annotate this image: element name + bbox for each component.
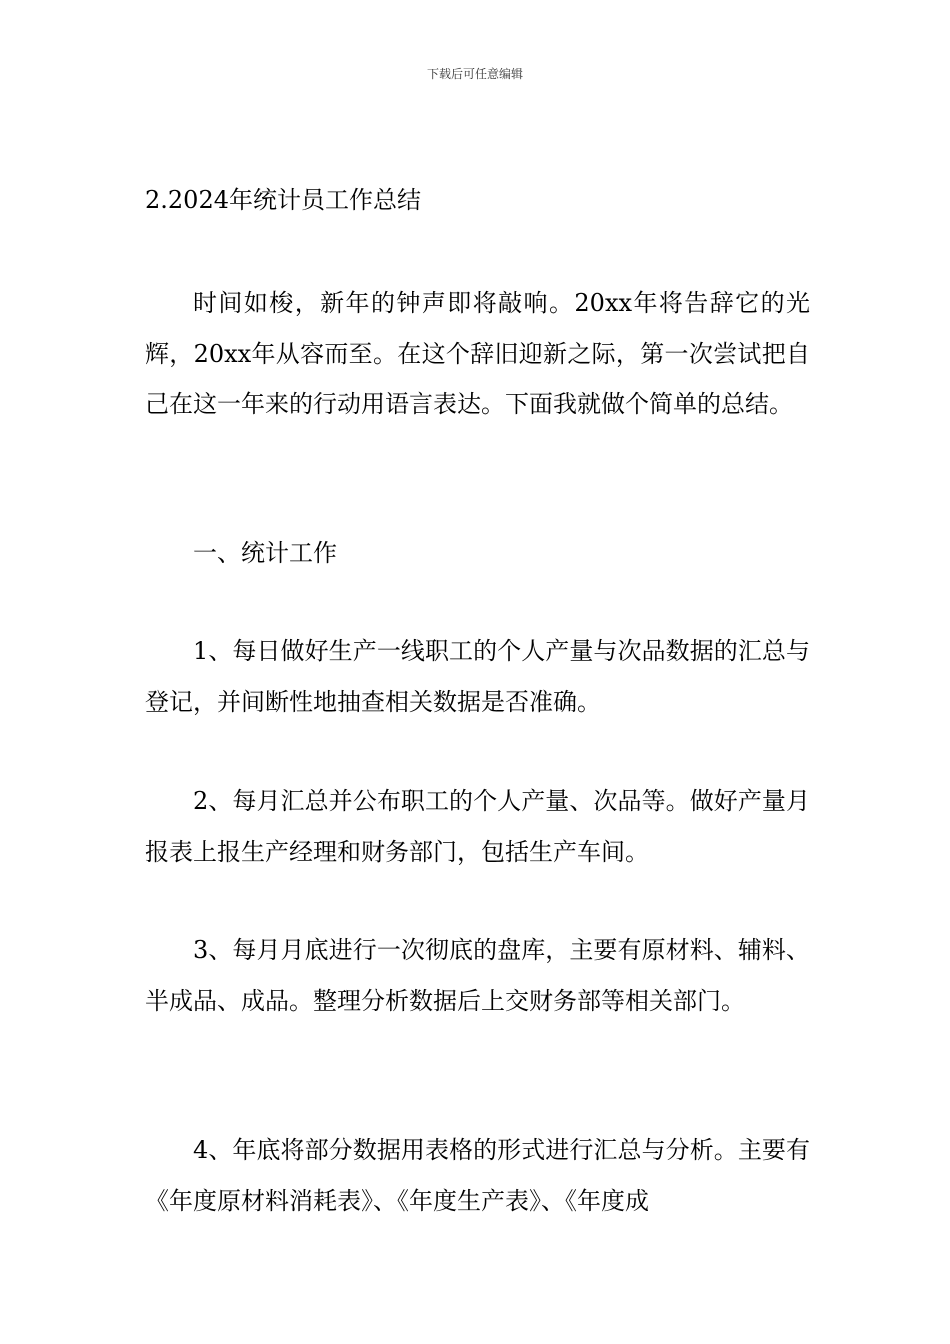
list-item-annual: 4、年底将部分数据用表格的形式进行汇总与分析。主要有《年度原材料消耗表》、《年度生产表》、《年度成	[145, 1136, 810, 1215]
document-title: 2.2024年统计员工作总结	[145, 186, 421, 214]
intro-paragraph: 时间如梭，新年的钟声即将敲响。20xx年将告辞它的光辉，20xx年从容而至。在这个辞旧迎新之际，第一次尝试把自己在这一年来的行动用语言表达。下面我就做个简单的总结。	[145, 289, 810, 418]
list-item-daily: 1、每日做好生产一线职工的个人产量与次品数据的汇总与登记，并间断性地抽查相关数据是否准确。	[145, 637, 810, 716]
section-heading-statistics: 一、统计工作	[193, 539, 337, 567]
page-header-note: 下载后可任意编辑	[426, 67, 523, 81]
list-item-inventory: 3、每月月底进行一次彻底的盘库，主要有原材料、辅料、半成品、成品。整理分析数据后上交财务部等相关部门。	[145, 936, 810, 1015]
list-item-monthly: 2、每月汇总并公布职工的个人产量、次品等。做好产量月报表上报生产经理和财务部门，包括生产车间。	[145, 787, 810, 866]
